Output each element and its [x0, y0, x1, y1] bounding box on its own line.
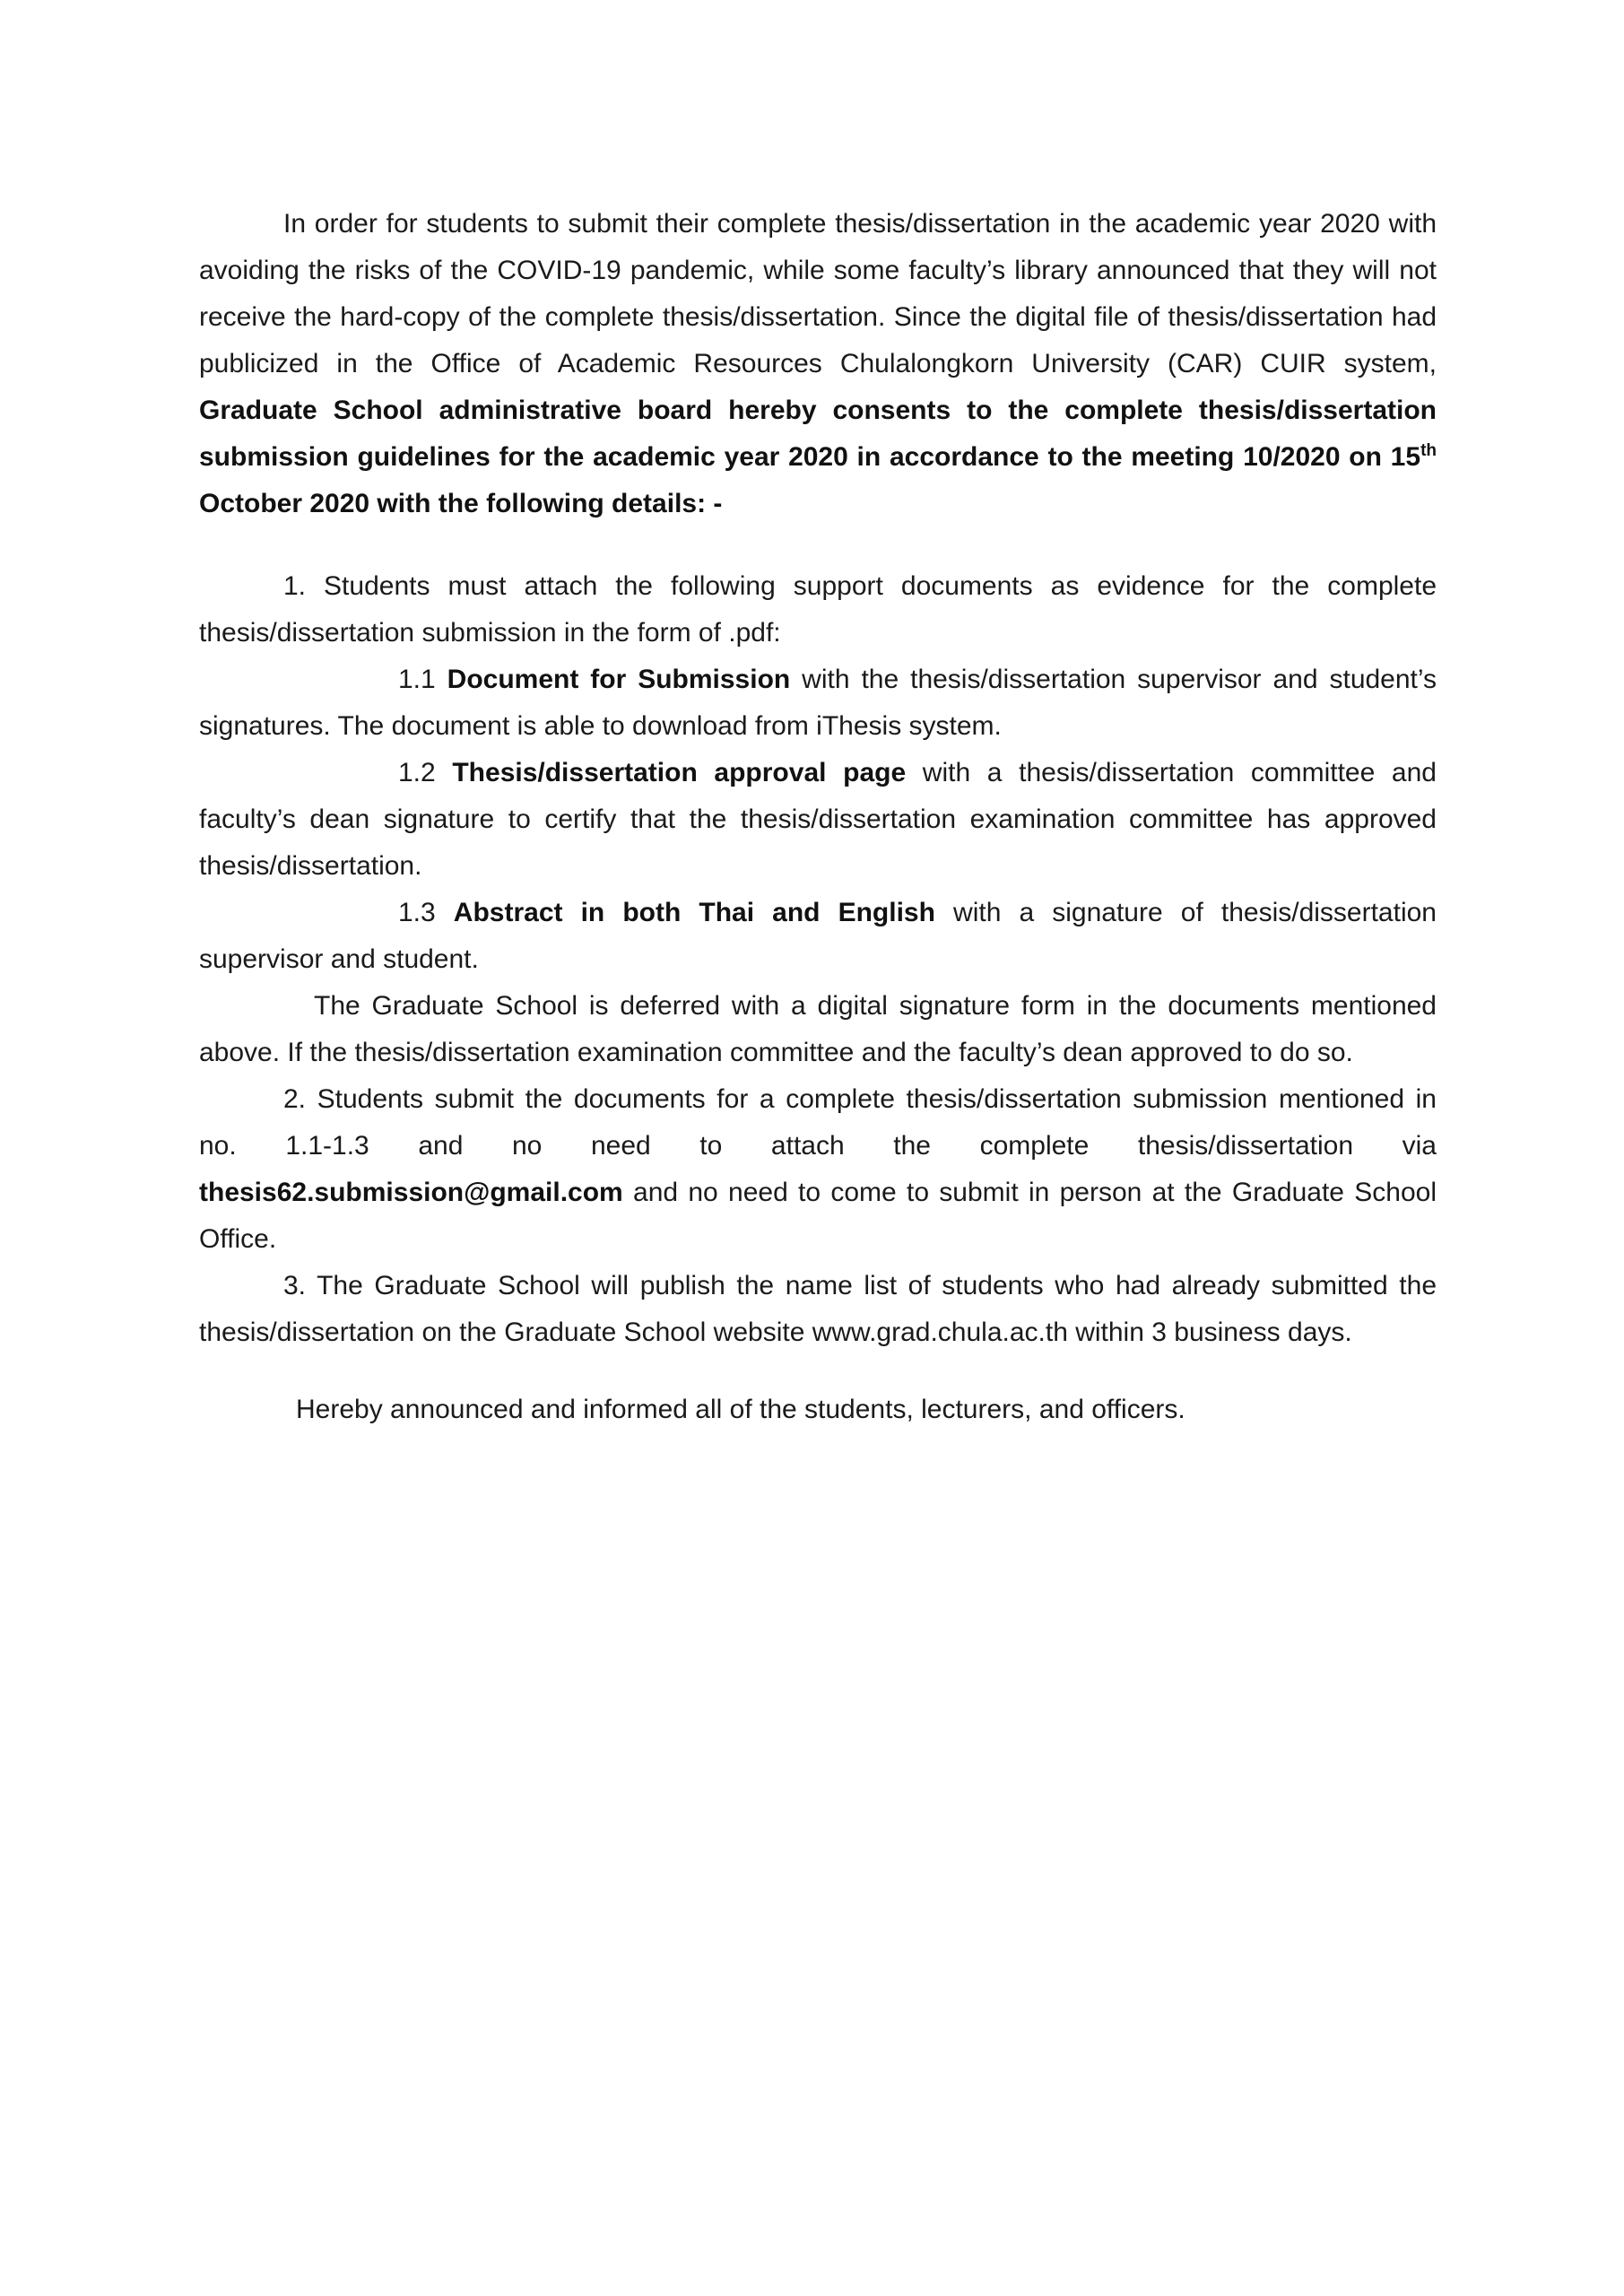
list-item-3: [199, 1263, 1437, 1356]
deferred-note-text: The Graduate School is deferred with a digital signature form in the documents mentioned above. If the thesis/dissertation examination committee and the faculty’s dean approved to do so.: [199, 991, 1437, 1067]
list-item-1-text: 1. Students must attach the following support documents as evidence for the complete thesis/dissertation submission in the form of .pdf:: [199, 571, 1437, 648]
sub-item-1-2: [199, 750, 1437, 890]
sub-item-text: with a thesis/dissertation committee and faculty’s dean signature to certify that the thesis/dissertation examination committee has approved thesis/dissertation.: [199, 758, 1437, 881]
sub-item-number: 1.3: [398, 898, 454, 927]
sub-item-text: with a signature of thesis/dissertation supervisor and student.: [199, 898, 1437, 974]
sub-item-1-3: [199, 890, 1437, 983]
sub-item-title: Abstract in both Thai and English: [453, 898, 935, 927]
sub-item-number: 1.2: [398, 758, 453, 787]
sub-item-number: 1.1: [398, 665, 447, 694]
deferred-signature-note: [199, 983, 1437, 1076]
sub-item-title: Document for Submission: [447, 665, 791, 694]
list-item-2: [199, 1076, 1437, 1263]
submission-email[interactable]: thesis62.submission@gmail.com: [199, 1178, 623, 1207]
list-item-2-text-after: and no need to come to submit in person at the Graduate School Office.: [199, 1178, 1437, 1254]
announcement-document: [199, 201, 1437, 1433]
list-item-3-text: 3. The Graduate School will publish the name list of students who had already submitted the thesis/dissertation on the Graduate School website www.grad.chula.ac.th within 3 business days.: [199, 1271, 1437, 1347]
intro-bold-part1: Graduate School administrative board hereby consents to the complete thesis/dissertation submission guidelines for the academic year 2020 in accordance to the meeting 10/2020 on 15: [199, 396, 1437, 472]
list-item-2-text: 2. Students submit the documents for a complete thesis/dissertation submission mentioned in no. 1.1-1.3 and no need to attach the complete thesis/dissertation via: [199, 1084, 1437, 1161]
list-item-1: [199, 563, 1437, 657]
sub-item-1-1: [199, 657, 1437, 750]
intro-paragraph: [199, 201, 1437, 527]
date-ordinal-suffix: th: [1420, 441, 1437, 460]
intro-bold-statement: [199, 396, 1437, 518]
intro-text: In order for students to submit their complete thesis/dissertation in the academic year 2020 with avoiding the risks of the COVID-19 pandemic, while some faculty’s library announced that they will not receive the hard-copy of the complete thesis/dissertation. Since the digital file of thesis/dissertation had publicized in the Office of Academic Resources Chulalongkorn University (CAR) CUIR system,: [199, 209, 1437, 378]
sub-item-text: with the thesis/dissertation supervisor and student’s signatures. The document is able to download from iThesis system.: [199, 665, 1437, 741]
intro-bold-part2: October 2020 with the following details: -: [199, 489, 723, 518]
closing-statement: Hereby announced and informed all of the students, lecturers, and officers.: [296, 1395, 1185, 1424]
sub-item-title: Thesis/dissertation approval page: [452, 758, 907, 787]
